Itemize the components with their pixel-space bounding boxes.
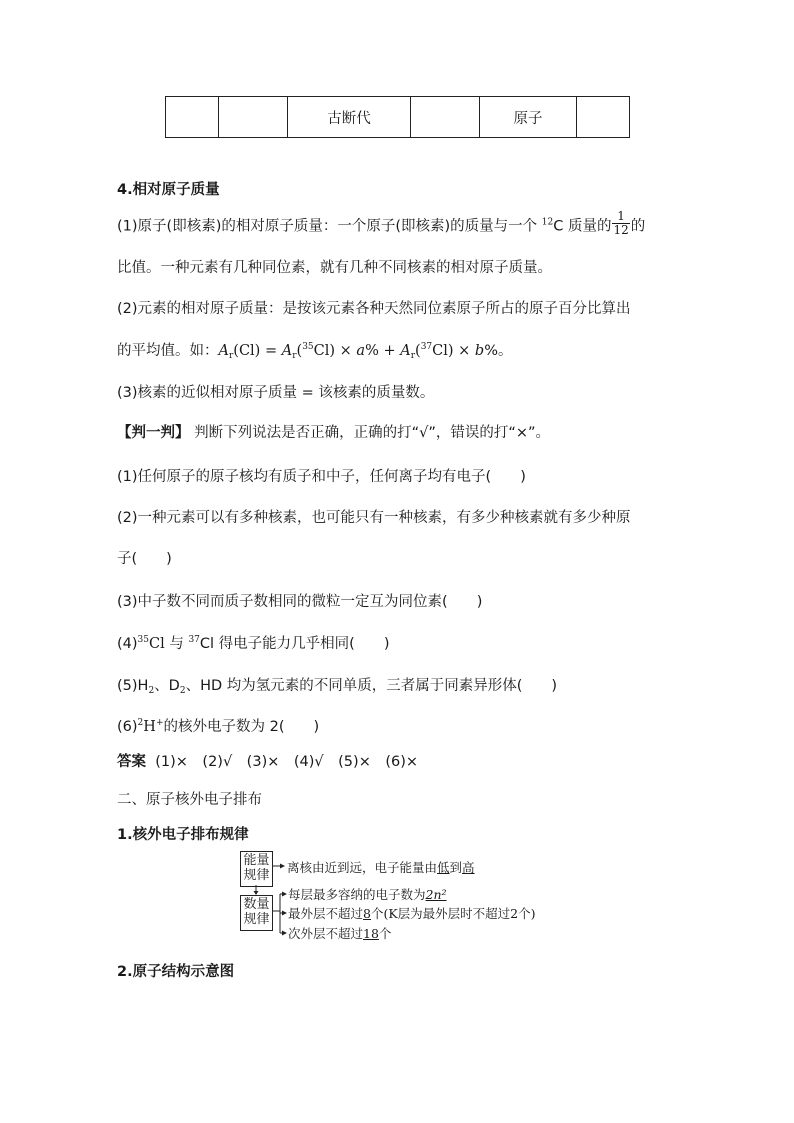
- table-cell: [577, 97, 630, 138]
- text: Cl 得电子能力几乎相同( ): [199, 636, 390, 652]
- subscript: r: [292, 351, 297, 361]
- box-label-line: 规律: [243, 868, 270, 883]
- text: %。: [484, 343, 513, 359]
- judge-question-3: (3)中子数不同而质子数相同的微粒一定互为同位素( ): [117, 594, 483, 610]
- top-table: [165, 96, 630, 138]
- superscript: 35: [137, 635, 149, 645]
- variable: a: [356, 343, 366, 359]
- fraction: [612, 210, 629, 237]
- superscript: 12: [541, 217, 554, 228]
- arrow-head-icon: [282, 911, 287, 916]
- box-label-line: 数量: [243, 897, 270, 912]
- answer-blank: 低: [437, 860, 450, 875]
- judge-question-6: [117, 715, 319, 736]
- text: 最外层不超过: [288, 906, 364, 921]
- answer-blank: 高: [462, 860, 475, 875]
- text: C 质量的: [553, 218, 612, 235]
- superscript: 37: [188, 635, 200, 645]
- text: 到: [449, 860, 463, 875]
- text: (Cl) =: [233, 343, 282, 359]
- answer-blank: 8: [363, 906, 371, 921]
- table-cell: 原子: [480, 97, 577, 138]
- quantity-rule-1-text: [288, 885, 447, 903]
- text: 个(K层为最外层时不超过2个): [370, 906, 536, 921]
- quantity-rule-3-text: [288, 924, 391, 942]
- section-2-subheading-1: 1.核外电子排布规律: [117, 827, 249, 843]
- text: 的核外电子数为 2( ): [163, 719, 320, 735]
- variable: A: [281, 343, 293, 359]
- text: 、HD 均为氢元素的不同单质，三者属于同素异形体( ): [185, 678, 558, 694]
- subscript: 2: [148, 686, 155, 696]
- answer-items: (1)× (2)√ (3)× (4)√ (5)× (6)×: [155, 754, 419, 770]
- table-cell: [166, 97, 219, 138]
- section-4-title: 4.相对原子质量: [117, 182, 220, 198]
- answer-line: [117, 750, 418, 771]
- superscript: +: [155, 718, 164, 728]
- text: 的: [630, 218, 646, 235]
- text: (: [415, 343, 421, 359]
- text: 离核由近到远，电子能量由: [287, 860, 438, 875]
- judge-question-2-line2: 子( ): [117, 551, 172, 567]
- variable: A: [218, 343, 229, 359]
- judge-question-2-line1: (2)一种元素可以有多种核素，也可能只有一种核素，有多少种核素就有多少种原: [117, 510, 631, 526]
- text: Cl 与: [149, 636, 189, 652]
- table-cell: 古断代: [288, 97, 411, 138]
- arrow-head-icon: [282, 892, 287, 897]
- superscript: 35: [302, 342, 314, 352]
- judge-question-5: [117, 674, 557, 695]
- text: (5)H: [117, 678, 149, 694]
- superscript: 37: [420, 342, 433, 352]
- text: (1)原子(即核素)的相对原子质量：一个原子(即核素)的质量与一个: [117, 218, 542, 235]
- box-label-line: 规律: [243, 912, 270, 927]
- arrow-head-icon: [254, 891, 259, 895]
- paragraph-4-2-line1: (2)元素的相对原子质量：是按该元素各种天然同位素原子所占的原子百分比算出: [117, 301, 631, 317]
- variable: b: [474, 343, 485, 359]
- text: Cl) ×: [432, 343, 475, 359]
- section-2-subheading-2: 2.原子结构示意图: [117, 964, 235, 980]
- table-cell: [219, 97, 288, 138]
- paragraph-4-1-line2: 比值。一种元素有几种同位素，就有几种不同核素的相对原子质量。: [117, 260, 552, 276]
- answer-blank: 2n²: [425, 887, 447, 902]
- text: 次外层不超过: [288, 926, 364, 941]
- text: 的平均值。如：: [117, 343, 219, 359]
- text: Cl) ×: [313, 343, 357, 359]
- text: 每层最多容纳的电子数为: [288, 887, 426, 902]
- table-cell: [411, 97, 480, 138]
- energy-rule-text: [287, 858, 475, 876]
- superscript: 2: [137, 718, 144, 728]
- subscript: 2: [179, 686, 186, 696]
- variable: A: [400, 343, 411, 359]
- text: 个: [378, 926, 392, 941]
- text: H: [143, 719, 156, 735]
- text: (: [296, 343, 303, 359]
- judge-header: [117, 421, 550, 442]
- judge-question-4: [117, 632, 389, 653]
- text: % +: [365, 343, 401, 359]
- answer-blank: 18: [363, 926, 379, 941]
- table-row: [166, 97, 630, 138]
- paragraph-4-1-line1: [117, 209, 646, 240]
- text: (4): [117, 636, 138, 652]
- arrow-head-icon: [282, 931, 287, 936]
- section-2-heading: 二、原子核外电子排布: [117, 792, 262, 808]
- answer-label: 答案: [117, 754, 146, 770]
- fraction-denominator: 12: [613, 223, 629, 237]
- arrow-head-icon: [280, 864, 285, 869]
- fraction-numerator: 1: [612, 210, 629, 224]
- text: 、D: [154, 678, 180, 694]
- judge-tag: 【判一判】: [117, 425, 190, 441]
- box-label-line: 能量: [243, 853, 270, 868]
- judge-question-1: (1)任何原子的原子核均有质子和中子，任何离子均有电子( ): [117, 469, 526, 485]
- judge-instruction: 判断下列说法是否正确，正确的打“√”，错误的打“×”。: [189, 425, 551, 441]
- quantity-rule-2-text: [288, 904, 536, 922]
- paragraph-4-3: (3)核素的近似相对原子质量 = 该核素的质量数。: [117, 385, 435, 401]
- subscript: r: [228, 351, 234, 361]
- paragraph-4-2-line2: [117, 339, 512, 360]
- text: (6): [117, 719, 138, 735]
- subscript: r: [410, 351, 416, 361]
